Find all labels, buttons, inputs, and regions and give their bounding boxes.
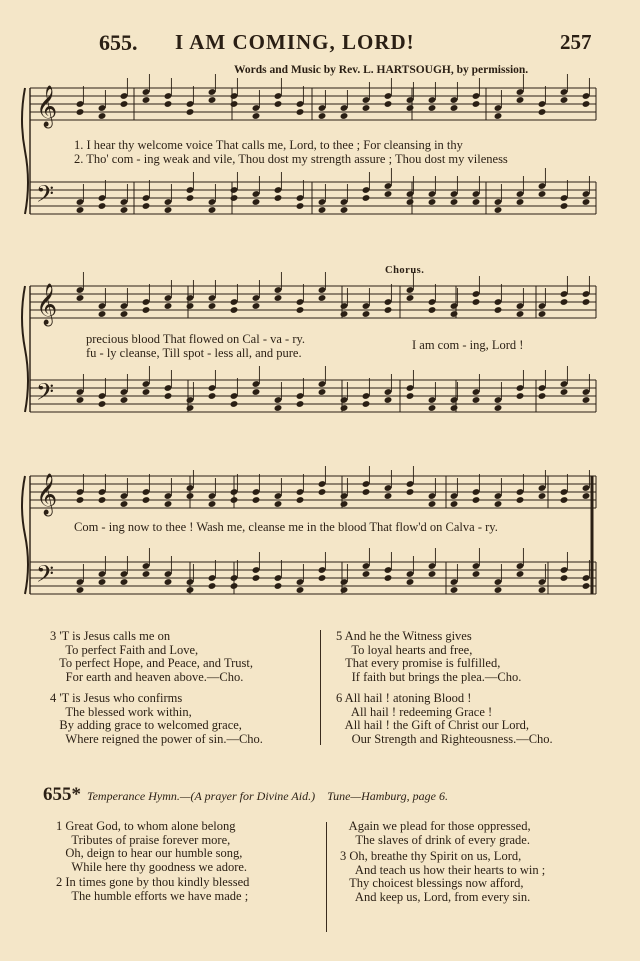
system3-bass-notehead [582,582,591,590]
hymn2-stanza-3: Again we plead for those oppressed, The slaves of drink of every grade. [348,819,531,847]
chorus-label: Chorus. [385,265,425,276]
system1-bass-notehead [164,206,173,214]
system2-treble-notehead [450,310,459,318]
system1-verse1: 1. I hear thy welcome voice That calls me, Lord, to thee ; For cleansing in thy [74,138,463,152]
hymn2-number: 655* [43,784,81,805]
system2-bass-notehead [164,392,173,400]
system2-treble-notehead [186,302,195,310]
system3-treble-notehead [230,496,239,504]
system3-treble-notehead [428,500,437,508]
system3-treble-notehead [560,496,569,504]
system1-treble-notehead [384,100,393,108]
system2-treble-notehead [362,310,371,318]
system2-bass-notehead [340,404,349,412]
hymn2-stanza-1: 1 Great God, to whom alone belong Tributes of praise forever more, Oh, deign to hear our humble song, While here thy goodness we adore. [56,819,248,874]
system1-treble-notehead [208,96,217,104]
system1-bass-notehead [252,198,261,206]
system1-verse2: 2. Tho' com - ing weak and vile, Thou dost my strength assure ; Thou dost my vileness [74,152,508,166]
system1-treble-notehead [164,100,173,108]
system3-bass-notehead [76,586,85,594]
system1-treble-notehead [76,108,85,116]
system3-treble-notehead [252,496,261,504]
system1-treble-notehead [362,104,371,112]
system2-bass-notehead [582,396,591,404]
hymn2-divider [326,822,327,932]
system2-bass-notehead [406,392,415,400]
system1-bass-notehead [516,198,525,206]
system2-treble-notehead [76,294,85,302]
system2-bass-notehead [472,396,481,404]
system3-bass-notehead [560,574,569,582]
system2-bass-notehead [516,392,525,400]
system1-bass-notehead [274,194,283,202]
system3-bass-notehead [274,582,283,590]
system2-treble-notehead [582,298,591,306]
system2-treble-notehead [384,306,393,314]
system2-bass-notehead [318,388,327,396]
system2-bass-notehead [296,400,305,408]
system3-treble-notehead [494,500,503,508]
hymn2-stanza-4: 3 Oh, breathe thy Spirit on us, Lord, And teach us how their hearts to win ; Thy choicest blessings now afford, And keep us, Lord, from every sin. [340,849,546,904]
system3-treble-notehead [208,500,217,508]
system1-treble-notehead [186,108,195,116]
system1-treble-notehead [318,112,327,120]
system1-bass-notehead [318,206,327,214]
system1-bass-notehead [428,198,437,206]
stanza-3: 3 'T is Jesus calls me on To perfect Faith and Love, To perfect Hope, and Peace, and Trust, For earth and heaven above.—Cho. [50,629,254,684]
system1-bass-notehead [76,206,85,214]
system1-bass-notehead [494,206,503,214]
system2-treble-notehead [98,310,107,318]
stanza-4: 4 'T is Jesus who confirms The blessed work within, By adding grace to welcomed grace, Where reigned the power of sin.—Cho. [50,691,263,746]
system3-bass-notehead [208,582,217,590]
system2-treble-notehead [406,294,415,302]
system3-bass-notehead [384,574,393,582]
stanza-6: 6 All hail ! atoning Blood ! All hail ! redeeming Grace ! All hail ! the Gift of Christ our Lord, Our Strength and Righteousness.—Cho. [336,691,553,746]
page-number: 257 [560,30,592,54]
system2-treble-notehead [340,310,349,318]
system3-bass-notehead [296,586,305,594]
system1-treble-notehead [252,112,261,120]
system1-bass-notehead [340,206,349,214]
hymn2-tune: Tune—Hamburg, page 6. [327,789,448,803]
system3-treble-notehead [120,500,129,508]
system1-bass-notehead [120,206,129,214]
system2-bass-notehead [252,388,261,396]
system2-bass-notehead [538,392,547,400]
system3-bass-notehead [406,578,415,586]
system1-bass-notehead [362,194,371,202]
system1-treble-notehead [428,104,437,112]
hymn2-title: Temperance Hymn.—(A prayer for Divine Aid.) [87,789,316,803]
stanza-divider [320,630,321,745]
system2-bass-notehead [76,396,85,404]
system3-treble-notehead [472,496,481,504]
system3-bass-notehead [340,586,349,594]
system2-bass-notehead [362,400,371,408]
system3-bass-notehead [362,570,371,578]
stanza-5: 5 And he the Witness gives To loyal hearts and free, That every promise is fulfilled, If faith but brings the plea.—Cho. [336,629,522,684]
system2-bass-clef: 𝄢 [36,378,55,411]
system1-bass-notehead [230,194,239,202]
system3-treble-notehead [76,496,85,504]
system3-bass-notehead [472,570,481,578]
system3-treble-notehead [186,492,195,500]
system2-bass-notehead [230,400,239,408]
system3-treble-notehead [296,496,305,504]
system2-treble-notehead [142,306,151,314]
system1-bass-notehead [450,198,459,206]
system1-treble-notehead [516,96,525,104]
hymn-title: I AM COMING, LORD! [175,30,415,54]
system3-treble-clef: 𝄞 [36,474,58,515]
system3-bass-notehead [428,570,437,578]
hymn2-stanza-2: 2 In times gone by thou kindly blessed The humble efforts we have made ; [56,875,250,903]
system2-treble-notehead [516,310,525,318]
system2-bass-notehead [142,388,151,396]
system2-bass-notehead [450,404,459,412]
system1-treble-notehead [98,112,107,120]
system2-treble-notehead [230,306,239,314]
system2-treble-notehead [164,302,173,310]
system2-treble-notehead [560,298,569,306]
system2-verse1: precious blood That flowed on Cal - va - ry. [86,332,306,346]
system3-bass-notehead [252,574,261,582]
system3-bass-notehead [142,570,151,578]
system3-treble-notehead [362,488,371,496]
system3-treble-notehead [406,488,415,496]
system1-bass-notehead [582,198,591,206]
system1-treble-notehead [494,112,503,120]
system3-bass-notehead [494,586,503,594]
system1-treble-notehead [472,100,481,108]
system1-treble-notehead [274,100,283,108]
system3-bass-notehead [318,574,327,582]
system1-treble-notehead [340,112,349,120]
system2-bass-notehead [186,404,195,412]
system1-treble-notehead [450,104,459,112]
system2-treble-notehead [208,302,217,310]
system2-treble-notehead [296,306,305,314]
system2-brace [22,286,28,412]
system2-bass-notehead [560,388,569,396]
system1-treble-clef: 𝄞 [36,86,58,127]
system1-treble-notehead [582,100,591,108]
system3-bass-notehead [230,582,239,590]
system3-bass-notehead [538,586,547,594]
system3-treble-notehead [98,496,107,504]
system1-treble-notehead [120,100,129,108]
system2-chorus: I am com - ing, Lord ! [412,338,524,352]
system2-treble-notehead [120,310,129,318]
system3-treble-notehead [384,492,393,500]
hymn-number: 655. [99,30,138,55]
hymn-credit: Words and Music by Rev. L. HARTSOUGH, by permission. [234,64,529,76]
system3-bass-clef: 𝄢 [36,560,55,593]
system1-bass-notehead [142,202,151,210]
system3-treble-notehead [538,492,547,500]
system2-bass-notehead [208,392,217,400]
system2-treble-notehead [428,306,437,314]
system1-treble-notehead [230,100,239,108]
system1-bass-notehead [296,202,305,210]
system3-bass-notehead [120,578,129,586]
system2-bass-notehead [494,404,503,412]
system2-bass-notehead [98,400,107,408]
system1-bass-notehead [560,202,569,210]
system2-treble-notehead [252,302,261,310]
system3-treble-notehead [582,492,591,500]
system1-treble-notehead [142,96,151,104]
system1-bass-notehead [98,202,107,210]
system2-treble-notehead [472,298,481,306]
system2-treble-notehead [494,306,503,314]
system2-bass-notehead [120,396,129,404]
system3-treble-notehead [516,496,525,504]
system2-treble-notehead [274,294,283,302]
system3-treble-notehead [318,488,327,496]
system3-treble-notehead [164,500,173,508]
system1-bass-notehead [186,194,195,202]
system1-treble-notehead [560,96,569,104]
system3-treble-notehead [274,500,283,508]
system2-treble-notehead [538,310,547,318]
system3-treble-notehead [142,496,151,504]
system3-bass-notehead [98,578,107,586]
system2-bass-notehead [428,404,437,412]
system3-treble-notehead [340,500,349,508]
system1-bass-notehead [406,198,415,206]
system3-bass-notehead [450,586,459,594]
system3-chorus: Com - ing now to thee ! Wash me, cleanse me in the blood That flow'd on Calva - ry. [74,520,498,534]
system2-bass-notehead [274,404,283,412]
system1-bass-clef: 𝄢 [36,180,55,213]
system2-treble-clef: 𝄞 [36,284,58,325]
system3-brace [22,476,28,594]
system1-treble-notehead [406,104,415,112]
system1-treble-notehead [538,108,547,116]
system3-bass-notehead [164,578,173,586]
system3-bass-notehead [186,586,195,594]
system3-bass-notehead [516,570,525,578]
system1-brace [22,88,28,214]
system1-treble-notehead [296,108,305,116]
hymn2-heading [43,784,448,806]
system1-bass-notehead [384,190,393,198]
system2-bass-notehead [384,396,393,404]
system2-treble-notehead [318,294,327,302]
system1-bass-notehead [538,190,547,198]
system3-treble-notehead [450,500,459,508]
system2-verse2: fu - ly cleanse, Till spot - less all, and pure. [86,346,302,360]
system1-bass-notehead [208,206,217,214]
system1-bass-notehead [472,198,481,206]
